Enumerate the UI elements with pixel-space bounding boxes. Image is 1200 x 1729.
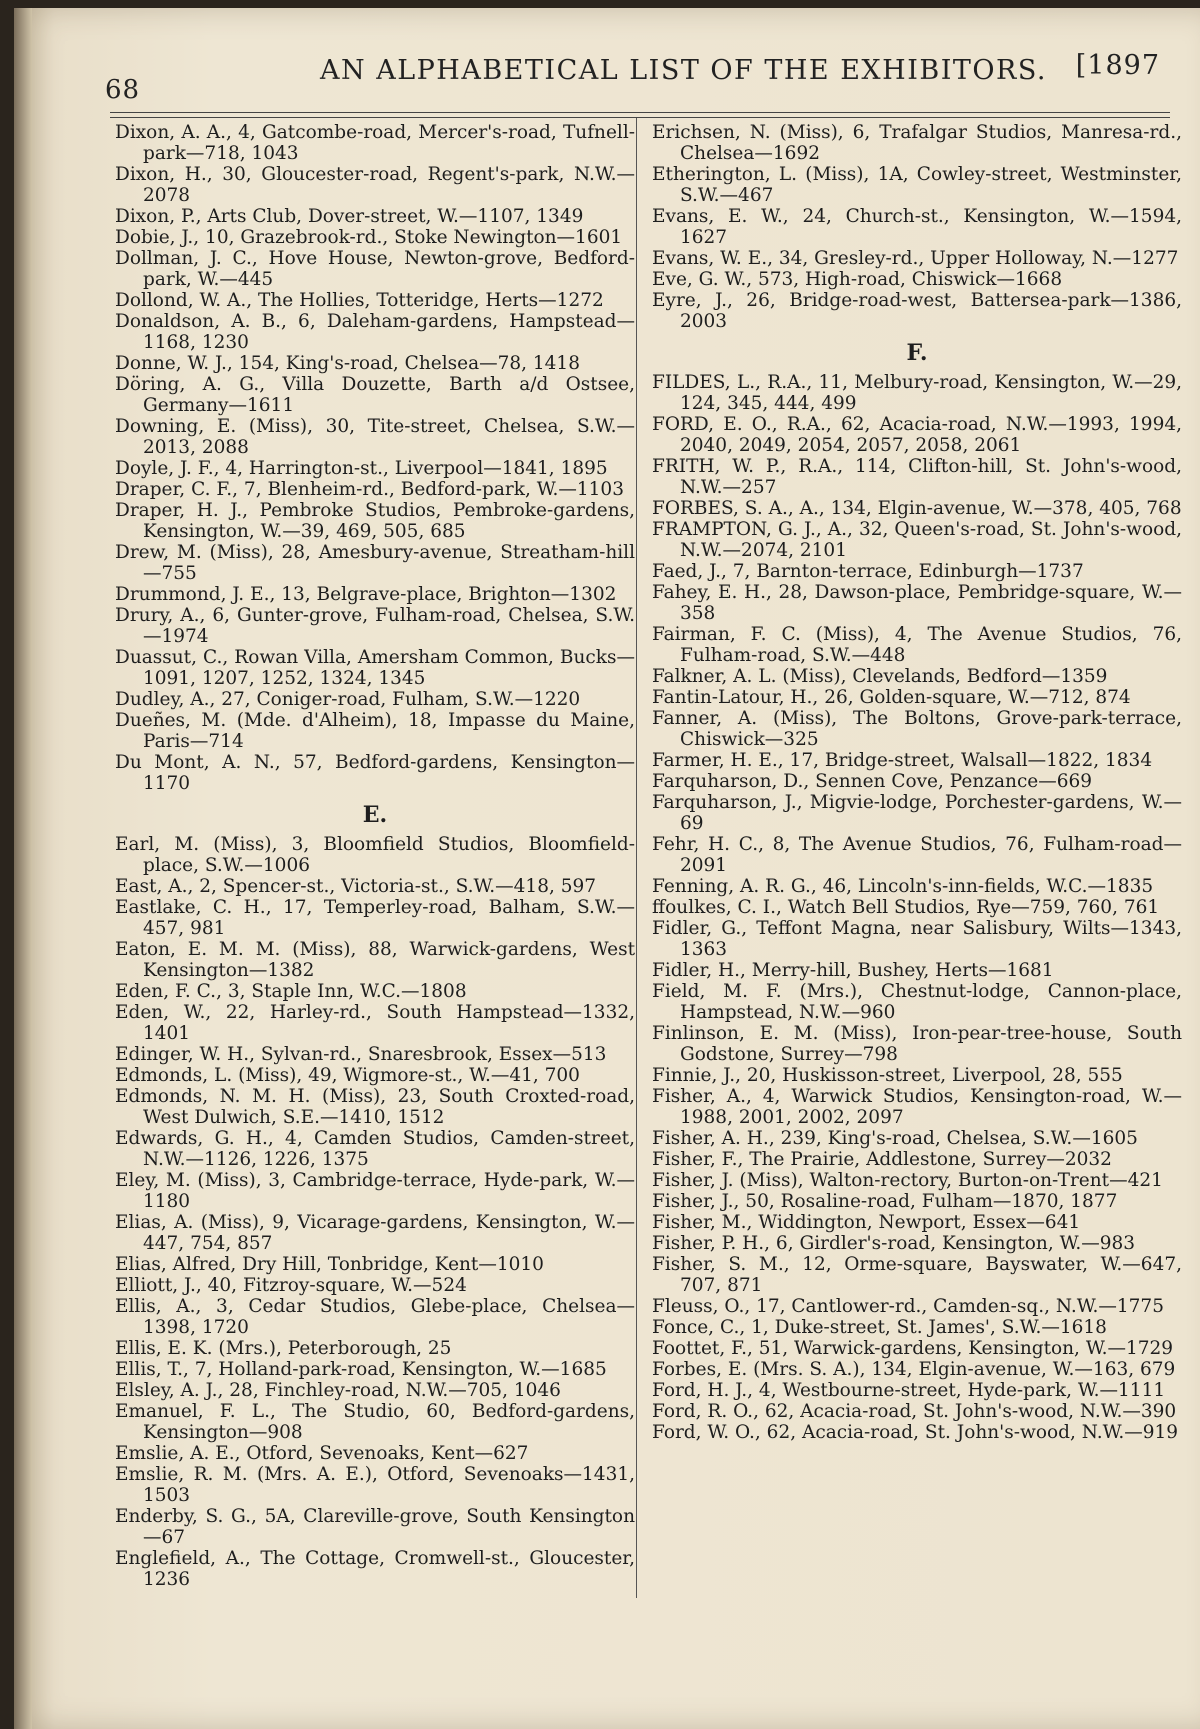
exhibitor-entry: Eley, M. (Miss), 3, Cambridge-terrace, Hyde-park, W.—1180	[115, 1170, 635, 1212]
exhibitor-entry: Forbes, E. (Mrs. S. A.), 134, Elgin-avenue, W.—163, 679	[652, 1359, 1176, 1380]
exhibitor-entry: Draper, H. J., Pembroke Studios, Pembroke-gardens, Kensington, W.—39, 469, 505, 685	[115, 500, 635, 542]
entries-f-list	[652, 372, 1182, 1443]
exhibitor-entry: Evans, E. W., 24, Church-st., Kensington, W.—1594, 1627	[652, 206, 1182, 248]
exhibitor-entry: Fairman, F. C. (Miss), 4, The Avenue Studios, 76, Fulham-road, S.W.—448	[652, 624, 1182, 666]
exhibitor-entry: Eaton, E. M. M. (Miss), 88, Warwick-gardens, West Kensington—1382	[115, 939, 635, 981]
exhibitor-entry: FILDES, L., R.A., 11, Melbury-road, Kensington, W.—29, 124, 345, 444, 499	[652, 372, 1182, 414]
exhibitor-entry: Fisher, S. M., 12, Orme-square, Bayswater, W.—647, 707, 871	[652, 1254, 1182, 1296]
exhibitor-entry: Fisher, J. (Miss), Walton-rectory, Burton-on-Trent—421	[652, 1170, 1163, 1191]
exhibitor-entry: Elias, A. (Miss), 9, Vicarage-gardens, Kensington, W.—447, 754, 857	[115, 1212, 635, 1254]
exhibitor-entry: Edinger, W. H., Sylvan-rd., Snaresbrook, Essex—513	[115, 1044, 607, 1065]
exhibitor-entry: Farmer, H. E., 17, Bridge-street, Walsall—1822, 1834	[652, 750, 1153, 771]
exhibitor-entry: Dollond, W. A., The Hollies, Totteridge, Herts—1272	[115, 290, 604, 311]
page-header	[95, 50, 1170, 105]
exhibitor-entry: Dollman, J. C., Hove House, Newton-grove, Bedford-park, W.—445	[115, 248, 635, 290]
exhibitor-entry: Fleuss, O., 17, Cantlower-rd., Camden-sq., N.W.—1775	[652, 1296, 1164, 1317]
exhibitor-entry: Dudley, A., 27, Coniger-road, Fulham, S.W.—1220	[115, 689, 581, 710]
exhibitor-entry: Doyle, J. F., 4, Harrington-st., Liverpool—1841, 1895	[115, 458, 608, 479]
exhibitor-entry: Farquharson, D., Sennen Cove, Penzance—669	[652, 771, 1093, 792]
exhibitor-entry: Finlinson, E. M. (Miss), Iron-pear-tree-house, South Godstone, Surrey—798	[652, 1023, 1182, 1065]
exhibitor-entry: FORD, E. O., R.A., 62, Acacia-road, N.W.—1993, 1994, 2040, 2049, 2054, 2057, 2058, 2061	[652, 414, 1182, 456]
page-year: [1897	[1075, 50, 1160, 81]
exhibitor-entry: Fisher, F., The Prairie, Addlestone, Surrey—2032	[652, 1149, 1112, 1170]
entries-e-list	[115, 834, 635, 1590]
exhibitor-entry: Emslie, A. E., Otford, Sevenoaks, Kent—627	[115, 1443, 529, 1464]
exhibitor-entry: Falkner, A. L. (Miss), Clevelands, Bedford—1359	[652, 666, 1108, 687]
exhibitor-entry: Elias, Alfred, Dry Hill, Tonbridge, Kent—1010	[115, 1254, 544, 1275]
exhibitor-entry: FRAMPTON, G. J., A., 32, Queen's-road, St. John's-wood, N.W.—2074, 2101	[652, 519, 1182, 561]
exhibitor-entry: Finnie, J., 20, Huskisson-street, Liverpool, 28, 555	[652, 1065, 1123, 1086]
exhibitor-entry: Edmonds, N. M. H. (Miss), 23, South Croxted-road, West Dulwich, S.E.—1410, 1512	[115, 1086, 635, 1128]
exhibitor-entry: Fonce, C., 1, Duke-street, St. James', S.W.—1618	[652, 1317, 1107, 1338]
exhibitor-entry: Dixon, A. A., 4, Gatcombe-road, Mercer's-road, Tufnell-park—718, 1043	[115, 122, 635, 164]
exhibitor-entry: FORBES, S. A., A., 134, Elgin-avenue, W.—378, 405, 768	[652, 498, 1182, 519]
page-title: AN ALPHABETICAL LIST OF THE EXHIBITORS.	[320, 55, 1047, 86]
exhibitor-entry: Drury, A., 6, Gunter-grove, Fulham-road, Chelsea, S.W.—1974	[115, 605, 635, 647]
exhibitor-entry: Fisher, J., 50, Rosaline-road, Fulham—1870, 1877	[652, 1191, 1118, 1212]
exhibitor-entry: Eastlake, C. H., 17, Temperley-road, Balham, S.W.—457, 981	[115, 897, 635, 939]
exhibitor-entry: Drew, M. (Miss), 28, Amesbury-avenue, Streatham-hill—755	[115, 542, 635, 584]
exhibitor-entry: Fehr, H. C., 8, The Avenue Studios, 76, Fulham-road—2091	[652, 834, 1182, 876]
exhibitor-entry: East, A., 2, Spencer-st., Victoria-st., S.W.—418, 597	[115, 876, 597, 897]
section-heading-f: F.	[906, 340, 928, 366]
exhibitor-entry: Eden, F. C., 3, Staple Inn, W.C.—1808	[115, 981, 467, 1002]
book-gutter	[14, 8, 32, 1729]
exhibitor-entry: Farquharson, J., Migvie-lodge, Porchester-gardens, W.—69	[652, 792, 1182, 834]
exhibitor-entry: Döring, A. G., Villa Douzette, Barth a/d Ostsee, Germany—1611	[115, 374, 635, 416]
right-column	[652, 122, 1182, 1443]
exhibitor-entry: Field, M. F. (Mrs.), Chestnut-lodge, Cannon-place, Hampstead, N.W.—960	[652, 981, 1182, 1023]
exhibitor-entry: Fahey, E. H., 28, Dawson-place, Pembridge-square, W.—358	[652, 582, 1182, 624]
column-divider	[636, 118, 637, 1598]
page-number: 68	[105, 75, 141, 105]
exhibitor-entry: Drummond, J. E., 13, Belgrave-place, Brighton—1302	[115, 584, 617, 605]
exhibitor-entry: Eve, G. W., 573, High-road, Chiswick—1668	[652, 269, 1063, 290]
header-rule	[110, 112, 1170, 118]
exhibitor-entry: Eden, W., 22, Harley-rd., South Hampstead—1332, 1401	[115, 1002, 635, 1044]
exhibitor-entry: Fidler, G., Teffont Magna, near Salisbury, Wilts—1343, 1363	[652, 918, 1182, 960]
exhibitor-entry: Eyre, J., 26, Bridge-road-west, Battersea-park—1386, 2003	[652, 290, 1182, 332]
exhibitor-entry: Fisher, A., 4, Warwick Studios, Kensington-road, W.—1988, 2001, 2002, 2097	[652, 1086, 1182, 1128]
exhibitor-entry: Du Mont, A. N., 57, Bedford-gardens, Kensington—1170	[115, 752, 635, 794]
exhibitor-entry: FRITH, W. P., R.A., 114, Clifton-hill, St. John's-wood, N.W.—257	[652, 456, 1182, 498]
exhibitor-entry: Dueñes, M. (Mde. d'Alheim), 18, Impasse du Maine, Paris—714	[115, 710, 635, 752]
exhibitor-entry: Fanner, A. (Miss), The Boltons, Grove-park-terrace, Chiswick—325	[652, 708, 1182, 750]
exhibitor-entry: Fenning, A. R. G., 46, Lincoln's-inn-fields, W.C.—1835	[652, 876, 1154, 897]
exhibitor-entry: Ford, H. J., 4, Westbourne-street, Hyde-park, W.—1111	[652, 1380, 1166, 1401]
exhibitor-entry: Earl, M. (Miss), 3, Bloomfield Studios, Bloomfield-place, S.W.—1006	[115, 834, 635, 876]
exhibitor-entry: Erichsen, N. (Miss), 6, Trafalgar Studios, Manresa-rd., Chelsea—1692	[652, 122, 1182, 164]
exhibitor-entry: Fisher, M., Widdington, Newport, Essex—641	[652, 1212, 1081, 1233]
exhibitor-entry: Englefield, A., The Cottage, Cromwell-st., Gloucester, 1236	[115, 1548, 635, 1590]
exhibitor-entry: Elliott, J., 40, Fitzroy-square, W.—524	[115, 1275, 467, 1296]
exhibitor-entry: Draper, C. F., 7, Blenheim-rd., Bedford-park, W.—1103	[115, 479, 624, 500]
exhibitor-entry: Etherington, L. (Miss), 1A, Cowley-street, Westminster, S.W.—467	[652, 164, 1182, 206]
exhibitor-entry: Ellis, A., 3, Cedar Studios, Glebe-place, Chelsea—1398, 1720	[115, 1296, 635, 1338]
exhibitor-entry: Fisher, A. H., 239, King's-road, Chelsea, S.W.—1605	[652, 1128, 1138, 1149]
exhibitor-entry: Fidler, H., Merry-hill, Bushey, Herts—1681	[652, 960, 1054, 981]
exhibitor-entry: Downing, E. (Miss), 30, Tite-street, Chelsea, S.W.—2013, 2088	[115, 416, 635, 458]
exhibitor-entry: Donne, W. J., 154, King's-road, Chelsea—78, 1418	[115, 353, 580, 374]
entries-e-continued-list	[652, 122, 1182, 332]
exhibitor-entry: Emslie, R. M. (Mrs. A. E.), Otford, Sevenoaks—1431, 1503	[115, 1464, 635, 1506]
entries-d-list	[115, 122, 635, 794]
exhibitor-entry: Ford, R. O., 62, Acacia-road, St. John's-wood, N.W.—390	[652, 1401, 1177, 1422]
exhibitor-entry: Elsley, A. J., 28, Finchley-road, N.W.—705, 1046	[115, 1380, 561, 1401]
exhibitor-entry: Ellis, E. K. (Mrs.), Peterborough, 25	[115, 1338, 452, 1359]
exhibitor-entry: Donaldson, A. B., 6, Daleham-gardens, Hampstead—1168, 1230	[115, 311, 635, 353]
exhibitor-entry: Dobie, J., 10, Grazebrook-rd., Stoke Newington—1601	[115, 227, 623, 248]
section-heading-e: E.	[362, 802, 388, 828]
exhibitor-entry: Foottet, F., 51, Warwick-gardens, Kensington, W.—1729	[652, 1338, 1174, 1359]
exhibitor-entry: Fisher, P. H., 6, Girdler's-road, Kensington, W.—983	[652, 1233, 1136, 1254]
exhibitor-entry: Dixon, P., Arts Club, Dover-street, W.—1107, 1349	[115, 206, 584, 227]
exhibitor-entry: Edmonds, L. (Miss), 49, Wigmore-st., W.—41, 700	[115, 1065, 580, 1086]
left-column	[115, 122, 635, 1590]
exhibitor-entry: Faed, J., 7, Barnton-terrace, Edinburgh—1737	[652, 561, 1084, 582]
exhibitor-entry: Enderby, S. G., 5A, Clareville-grove, South Kensington—67	[115, 1506, 635, 1548]
exhibitor-entry: Fantin-Latour, H., 26, Golden-square, W.—712, 874	[652, 687, 1131, 708]
exhibitor-entry: Evans, W. E., 34, Gresley-rd., Upper Holloway, N.—1277	[652, 248, 1179, 269]
exhibitor-entry: Edwards, G. H., 4, Camden Studios, Camden-street, N.W.—1126, 1226, 1375	[115, 1128, 635, 1170]
exhibitor-entry: ffoulkes, C. I., Watch Bell Studios, Rye—759, 760, 761	[652, 897, 1160, 918]
exhibitor-entry: Dixon, H., 30, Gloucester-road, Regent's-park, N.W.—2078	[115, 164, 635, 206]
exhibitor-entry: Duassut, C., Rowan Villa, Amersham Common, Bucks—1091, 1207, 1252, 1324, 1345	[115, 647, 635, 689]
exhibitor-entry: Emanuel, F. L., The Studio, 60, Bedford-gardens, Kensington—908	[115, 1401, 635, 1443]
exhibitor-entry: Ellis, T., 7, Holland-park-road, Kensington, W.—1685	[115, 1359, 607, 1380]
exhibitor-entry: Ford, W. O., 62, Acacia-road, St. John's-wood, N.W.—919	[652, 1422, 1179, 1443]
